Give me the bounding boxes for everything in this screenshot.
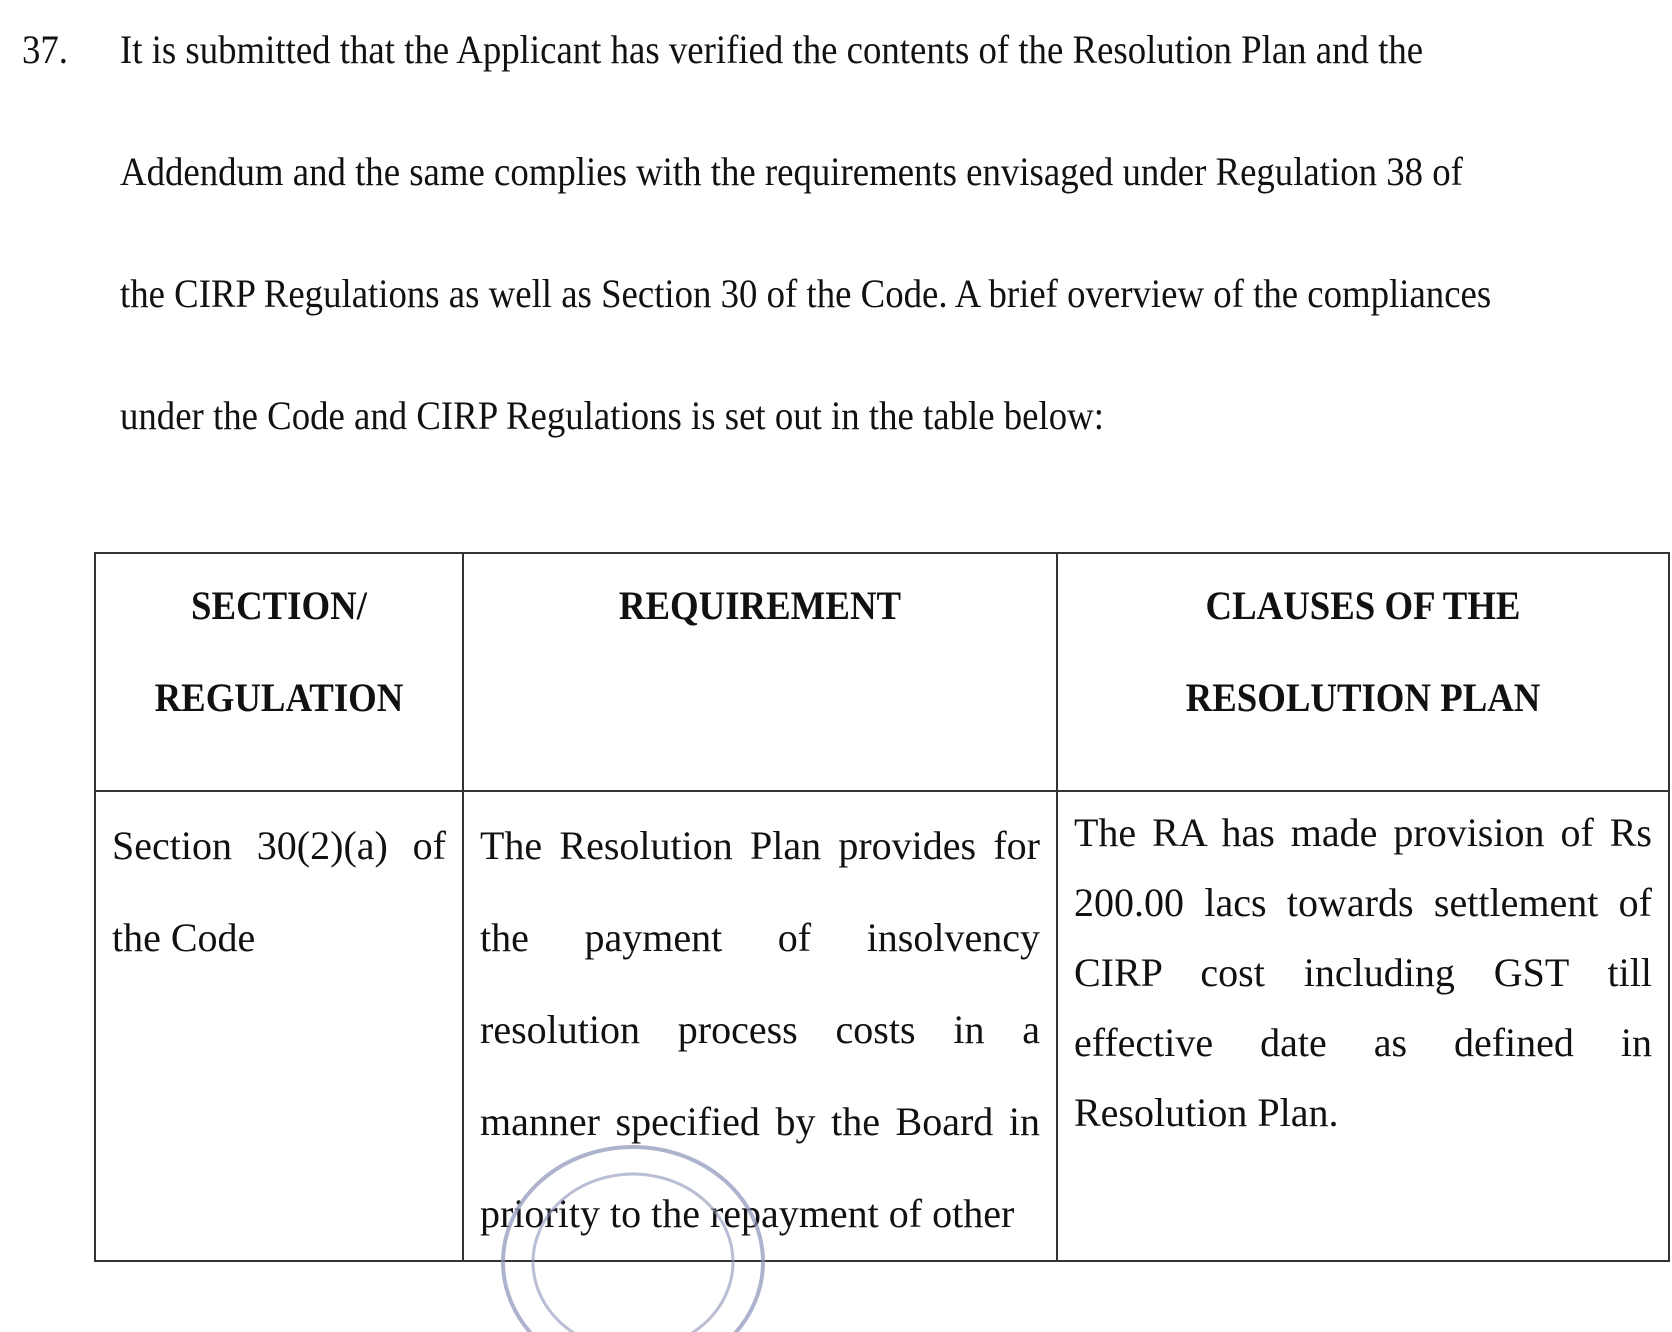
cell-section-text: Section 30(2)(a) of the Code (112, 823, 446, 960)
paragraph-37 (0, 0, 1672, 470)
header-requirement (463, 553, 1057, 791)
cell-requirement-text: The Resolution Plan provides for the payment of insolvency resolution process costs in a manner specified by the Board in priority to the repayment of other (480, 823, 1040, 1236)
paragraph-line: the CIRP Regulations as well as Section 30 of the Code. A brief overview of the compliances (120, 271, 1492, 316)
table-row (95, 791, 1669, 1261)
paragraph-line: under the Code and CIRP Regulations is set out in the table below: (120, 393, 1104, 438)
header-clauses (1057, 553, 1669, 791)
header-clauses-line1: CLAUSES OF THE (1205, 583, 1521, 628)
header-regulation-line: REGULATION (154, 675, 404, 720)
table-header-row (95, 553, 1669, 791)
paragraph-number: 37. (22, 27, 68, 72)
cell-clauses (1057, 791, 1669, 1261)
header-clauses-line2: RESOLUTION PLAN (1185, 675, 1541, 720)
cell-requirement (463, 791, 1057, 1261)
cell-section (95, 791, 463, 1261)
header-requirement-text: REQUIREMENT (618, 583, 902, 628)
header-section-line: SECTION/ (191, 583, 367, 628)
cell-clauses-text: The RA has made provision of Rs 200.00 lacs towards settlement of CIRP cost including GST till effective date as defined in Resolution Plan. (1074, 810, 1652, 1135)
compliance-table (94, 552, 1670, 1262)
paragraph-line: Addendum and the same complies with the requirements envisaged under Regulation 38 of (120, 149, 1463, 194)
header-section-regulation (95, 553, 463, 791)
paragraph-line: It is submitted that the Applicant has verified the contents of the Resolution Plan and the (120, 27, 1424, 72)
